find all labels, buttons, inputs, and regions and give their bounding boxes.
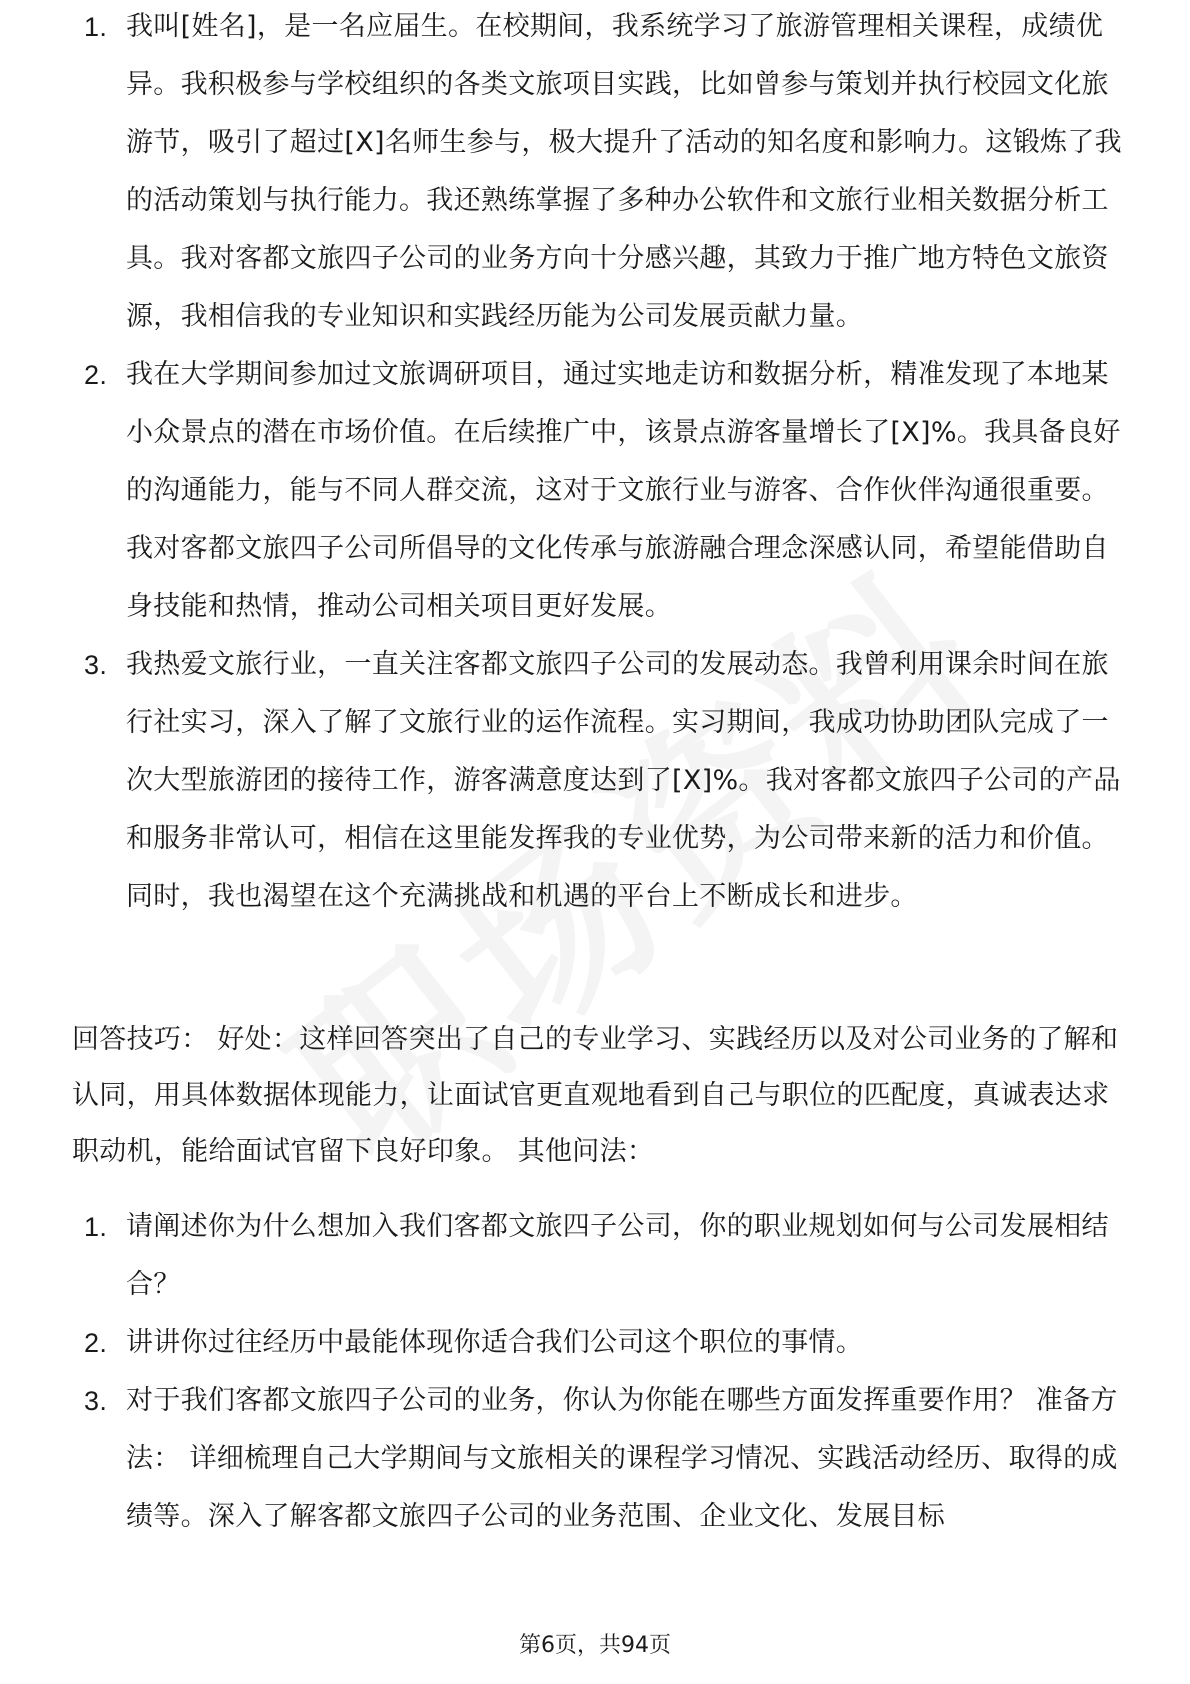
- list-item-number: 2.: [84, 360, 108, 390]
- list-item-number: 1.: [84, 12, 108, 42]
- list-item-text: 讲讲你过往经历中最能体现你适合我们公司这个职位的事情。: [126, 1327, 864, 1358]
- list-item: [72, 346, 1122, 636]
- list-item-number: 1.: [84, 1212, 108, 1242]
- list-item: [72, 1314, 1122, 1372]
- list-item-number: 3.: [84, 650, 108, 680]
- list-item-text: 我热爱文旅行业，一直关注客都文旅四子公司的发展动态。我曾利用课余时间在旅行社实习，深入了解了文旅行业的运作流程。实习期间，我成功协助团队完成了一次大型旅游团的接待工作，游客满意度达到了[X]%。我对客都文旅四子公司的产品和服务非常认可，相信在这里能发挥我的专业优势，为公司带来新的活力和价值。同时，我也渴望在这个充满挑战和机遇的平台上不断成长和进步。: [126, 649, 1121, 912]
- answer-tips-paragraph: 回答技巧： 好处：这样回答突出了自己的专业学习、实践经历以及对公司业务的了解和认同，用具体数据体现能力，让面试官更直观地看到自己与职位的匹配度，真诚表达求职动机，能给面试官留下良好印象。 其他问法：: [72, 1024, 1119, 1167]
- list-item-number: 2.: [84, 1328, 108, 1358]
- list-item-text: 我叫[姓名]，是一名应届生。在校期间，我系统学习了旅游管理相关课程，成绩优异。我积极参与学校组织的各类文旅项目实践，比如曾参与策划并执行校园文化旅游节，吸引了超过[X]名师生参与，极大提升了活动的知名度和影响力。这锻炼了我的活动策划与执行能力。我还熟练掌握了多种办公软件和文旅行业相关数据分析工具。我对客都文旅四子公司的业务方向十分感兴趣，其致力于推广地方特色文旅资源，我相信我的专业知识和实践经历能为公司发展贡献力量。: [126, 11, 1122, 332]
- alternative-questions-list: [72, 1198, 1122, 1546]
- answer-examples-list: [72, 11, 1122, 926]
- page-number-footer: 第6页，共94页: [519, 1633, 671, 1658]
- list-item: [72, 1372, 1122, 1546]
- list-item: [72, 636, 1122, 926]
- list-item: [72, 0, 1122, 346]
- list-item-text: 对于我们客都文旅四子公司的业务，你认为你能在哪些方面发挥重要作用？ 准备方法： 详细梳理自己大学期间与文旅相关的课程学习情况、实践活动经历、取得的成绩等。深入了解客都文旅四子公司的业务范围、企业文化、发展目标: [126, 1385, 1118, 1532]
- list-item: [72, 1198, 1122, 1314]
- list-item-number: 3.: [84, 1386, 108, 1416]
- list-item-text: 我在大学期间参加过文旅调研项目，通过实地走访和数据分析，精准发现了本地某小众景点的潜在市场价值。在后续推广中，该景点游客量增长了[X]%。我具备良好的沟通能力，能与不同人群交流，这对于文旅行业与游客、合作伙伴沟通很重要。我对客都文旅四子公司所倡导的文化传承与旅游融合理念深感认同，希望能借助自身技能和热情，推动公司相关项目更好发展。: [126, 359, 1121, 622]
- list-item-text: 请阐述你为什么想加入我们客都文旅四子公司，你的职业规划如何与公司发展相结合？: [126, 1211, 1109, 1300]
